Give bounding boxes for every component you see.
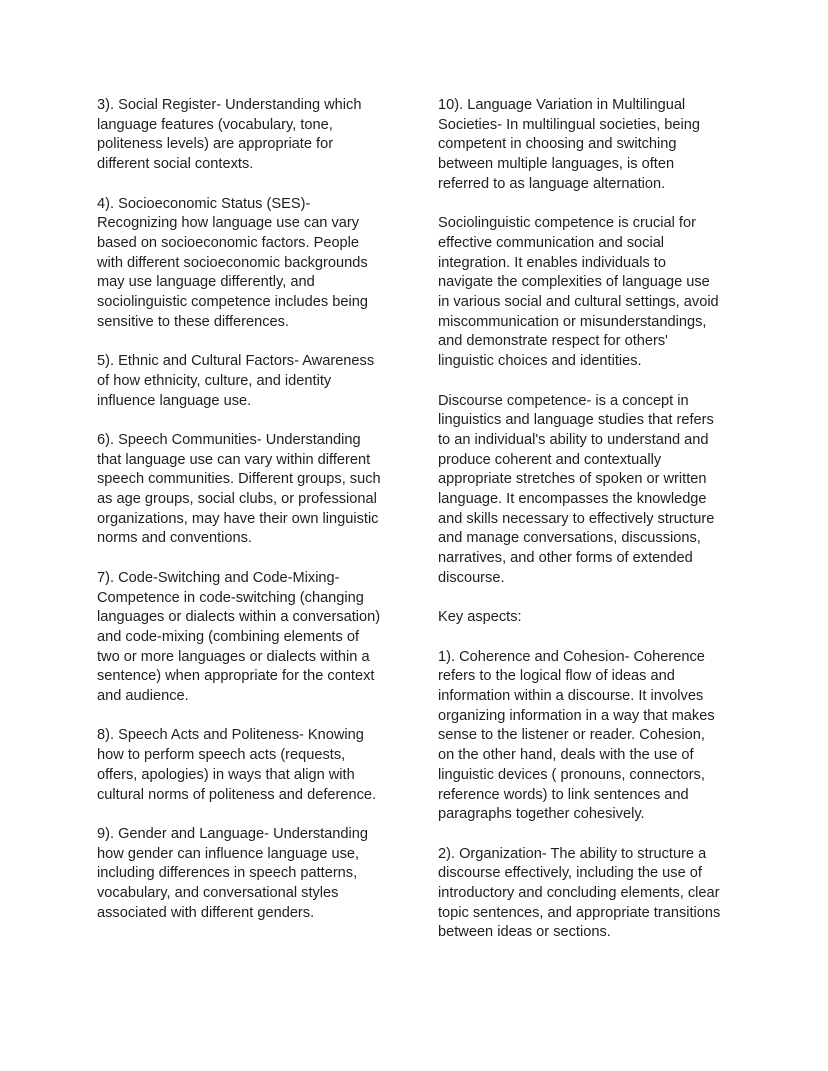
paragraph-speech-communities: 6). Speech Communities- Understanding that language use can vary within different speech communities. Different groups, such as age groups, social clubs, or professional organizations, may have their own linguistic norms and conventions. — [97, 431, 381, 547]
paragraph-organization: 2). Organization- The ability to structure a discourse effectively, including the use of introductory and concluding elements, clear topic sentences, and appropriate transitions between ideas or sections. — [438, 845, 721, 941]
paragraph-ethnic-cultural-factors: 5). Ethnic and Cultural Factors- Awareness of how ethnicity, culture, and identity influence language use. — [97, 353, 375, 409]
paragraph-gender-language: 9). Gender and Language- Understanding how gender can influence language use, including differences in speech patterns, vocabulary, and conversational styles associated with different genders. — [97, 825, 368, 921]
paragraph-socioeconomic-status: 4). Socioeconomic Status (SES)- Recognizing how language use can vary based on socioeconomic factors. People with different socioeconomic backgrounds may use language differently, and sociolinguistic competence includes being sensitive to these differences. — [97, 195, 368, 330]
paragraph-speech-acts: 8). Speech Acts and Politeness- Knowing how to perform speech acts (requests, offers, apologies) in ways that align with cultural norms of politeness and deference. — [97, 727, 377, 803]
paragraph-discourse-competence: Discourse competence- is a concept in linguistics and language studies that refers to an individual's ability to understand and produce coherent and contextually appropriate stretches of spoken or written language. It encompasses the knowledge and skills necessary to effectively structure and manage conversations, discussions, narratives, and other forms of extended discourse. — [438, 392, 715, 586]
paragraph-key-aspects: Key aspects: — [438, 609, 522, 626]
left-column — [97, 96, 397, 943]
paragraph-coherence-cohesion: 1). Coherence and Cohesion- Coherence refers to the logical flow of ideas and information within a discourse. It involves organizing information in a way that makes sense to the listener or reader. Cohesion, on the other hand, deals with the use of linguistic devices ( pronouns, connectors, reference words) to link sentences and paragraphs together cohesively. — [438, 648, 715, 823]
right-column — [438, 96, 738, 963]
paragraph-multilingual-variation: 10). Language Variation in Multilingual Societies- In multilingual societies, being competent in choosing and switching between multiple languages, is often referred to as language alternation. — [438, 97, 701, 192]
paragraph-code-switching: 7). Code-Switching and Code-Mixing- Competence in code-switching (changing languages or dialects within a conversation) and code-mixing (combining elements of two or more languages or dialects within a sentence) when appropriate for the context and audience. — [97, 569, 381, 705]
paragraph-sociolinguistic-competence: Sociolinguistic competence is crucial for effective communication and social integration. It enables individuals to navigate the complexities of language use in various social and cultural settings, avoid miscommunication or misunderstandings, and demonstrate respect for others' linguistic choices and identities. — [438, 215, 719, 370]
paragraph-social-register: 3). Social Register- Understanding which language features (vocabulary, tone, politeness levels) are appropriate for different social contexts. — [97, 97, 362, 173]
